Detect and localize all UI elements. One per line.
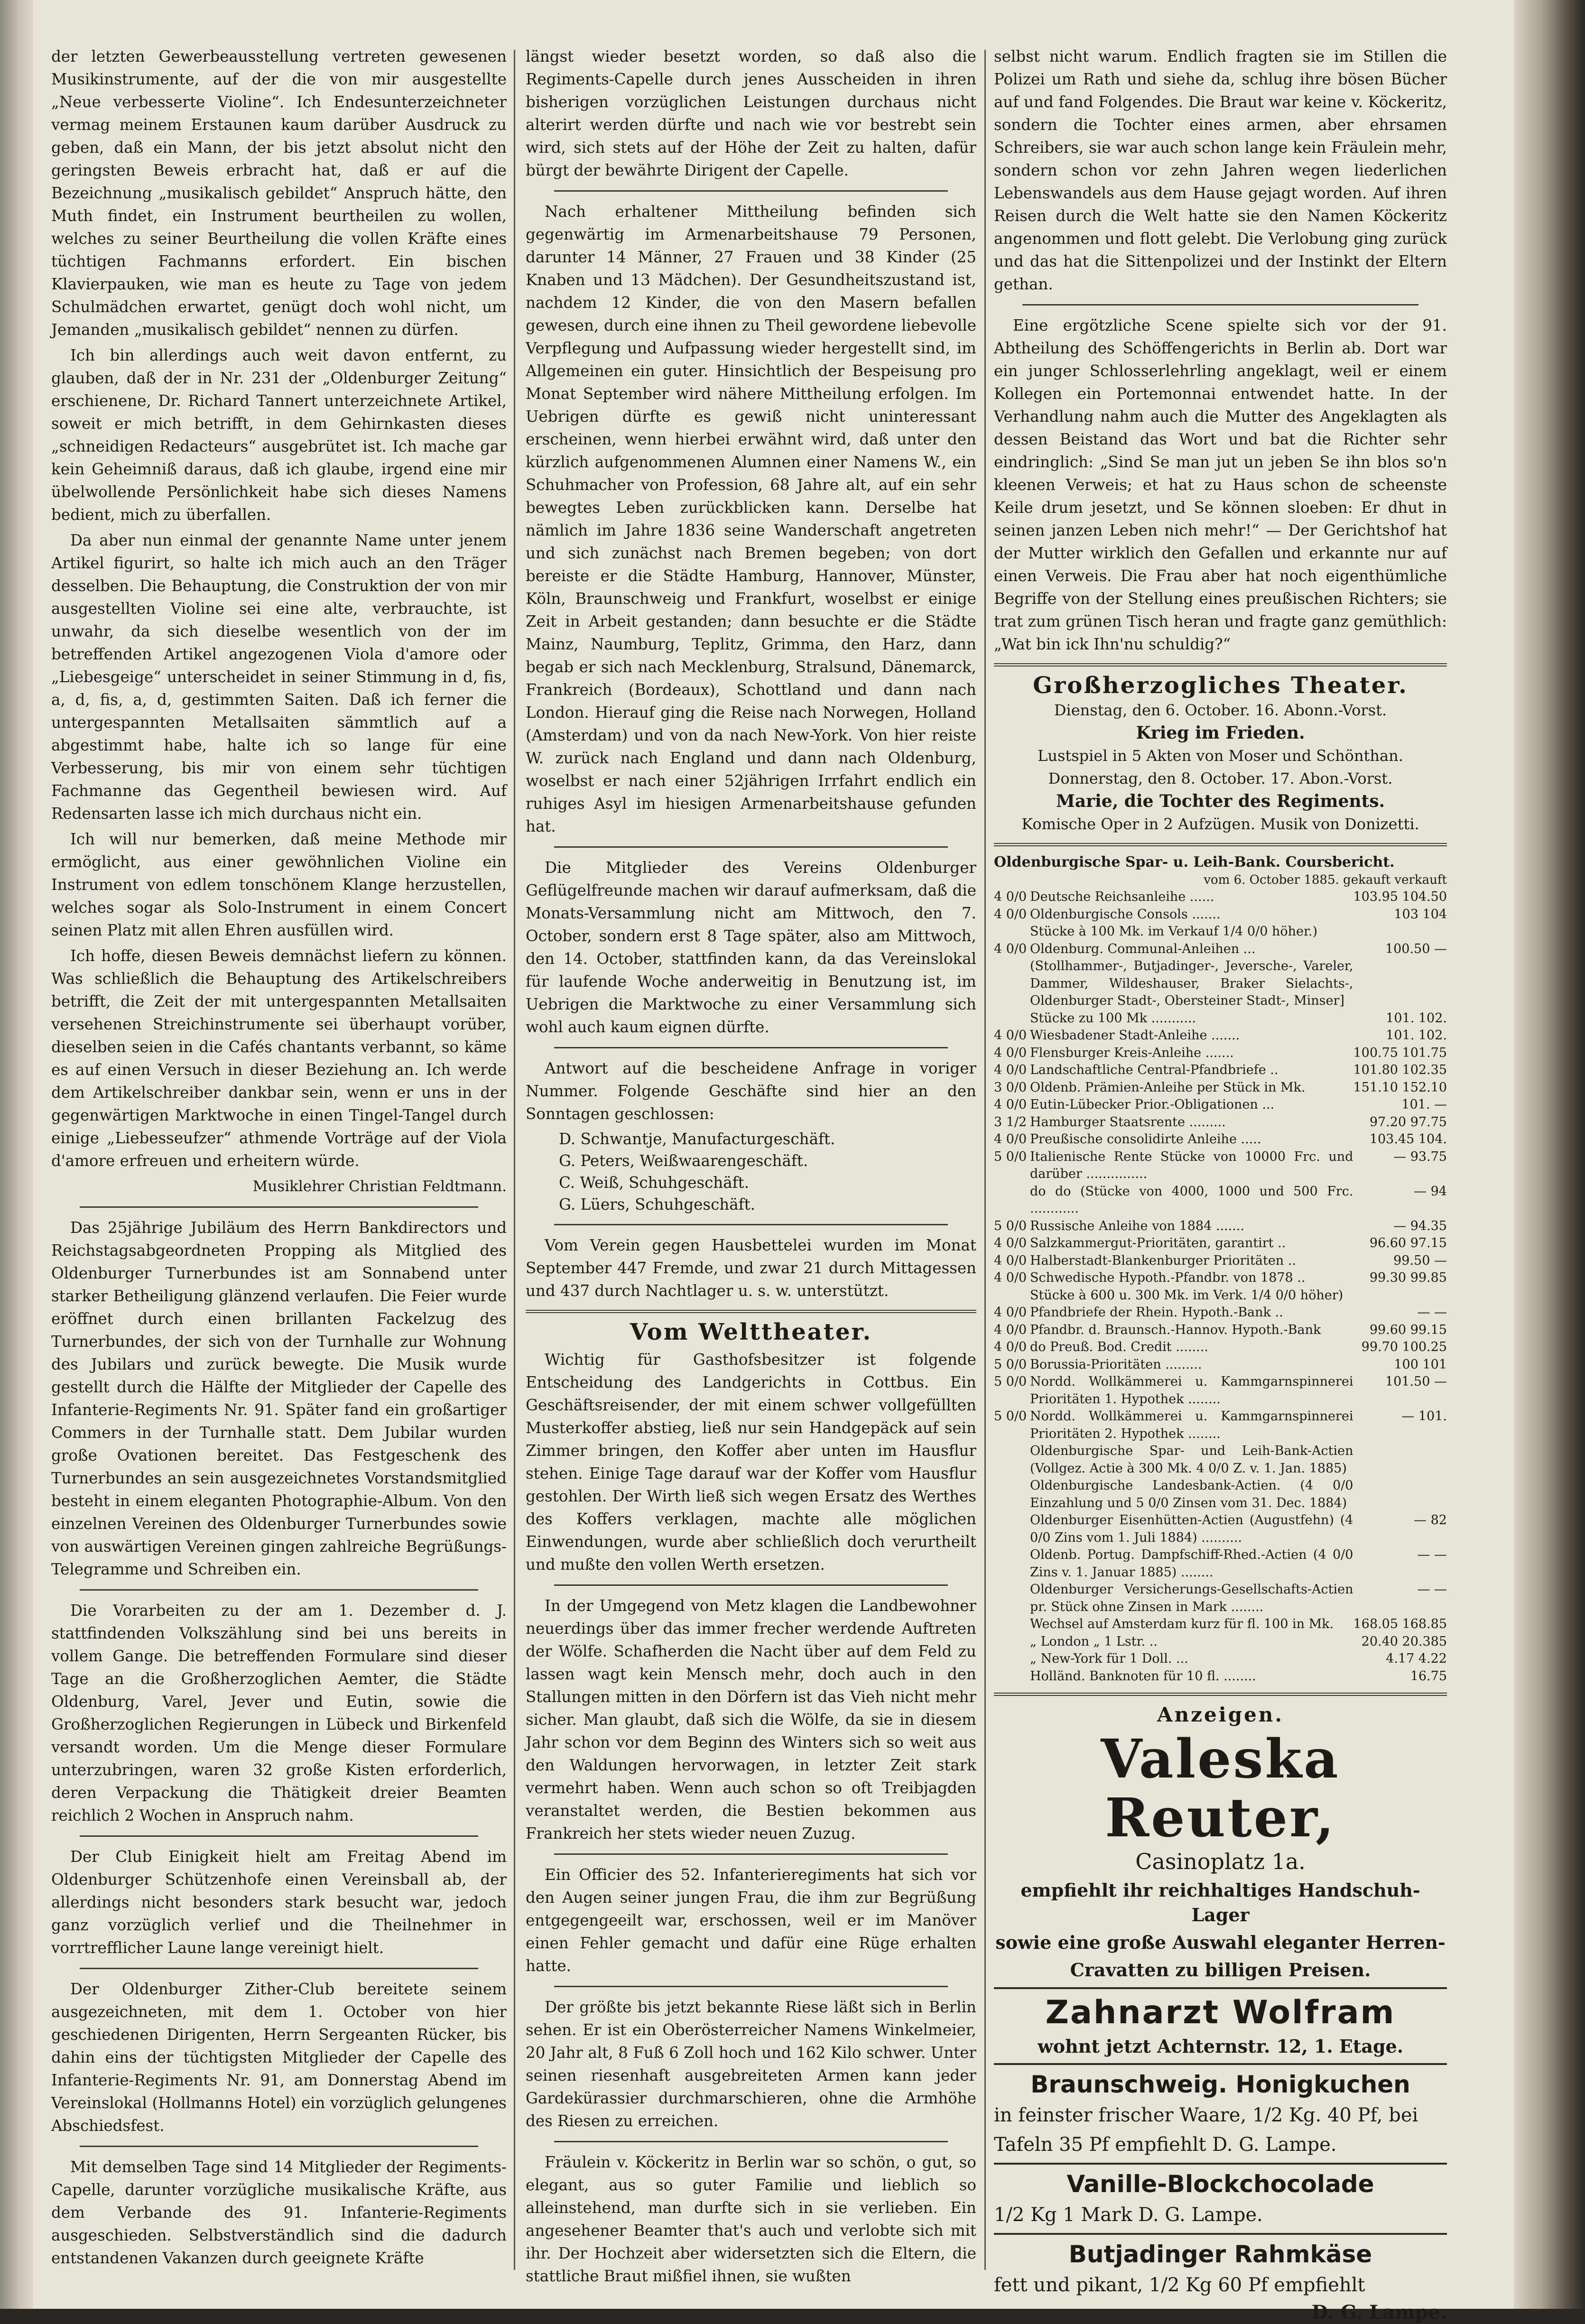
- rate-row: [994, 1408, 1447, 1443]
- section-rule: [526, 1310, 976, 1313]
- rate-label: Pfandbr. d. Braunsch.-Hannov. Hypoth.-Bank: [1030, 1322, 1321, 1337]
- rate-row: [994, 1252, 1447, 1270]
- article-paragraph: In der Umgegend von Metz klagen die Landbewohner neuerdings über das immer frecher werdende Auftreten der Wölfe. Schafherden die Nacht über auf dem Feld zu lassen wagt kein Mensch mehr, doch auch in den Stallungen mitten in den Dörfern ist das Vieh nicht mehr sicher. Man glaubt, daß sich die Wölfe, da sie in diesem Jahr schon vor dem Beginn des Winters sich so weit aus den Waldungen hervorwagen, in letzter Zeit stark vermehrt haben. Wenn auch schon so oft Treibjagden veranstaltet werden, die Bestien bekommen aus Frankreich her stets wieder neuen Zuzug.: [526, 1597, 976, 1843]
- rate-label: (Stollhammer-, Butjadinger-, Jeversche-, Vareler, Dammer, Wildeshauser, Braker Sielachts-, Oldenburger Stadt-, Obersteiner Stadt-, Minser]: [1030, 959, 1353, 1008]
- ads-heading: Anzeigen.: [1157, 1703, 1284, 1726]
- article-paragraph: selbst nicht warum. Endlich fragten sie im Stillen die Polizei um Rath und siehe da, schlug ihre bösen Bücher auf und fand Folgendes. Die Braut war keine v. Köckeritz, sondern die Tochter eines armen, aber ehrsamen Schreibers, sie war auch schon lange kein Fräulein mehr, sondern schon vor zehn Jahren wegen liederlichen Lebenswandels aus dem Hause gejagt worden. Auf ihren Reisen durch die Welt hatte sie den Namen Köckeritz angenommen und flott gelebt. Die Verlobung ging zurück und das hat die Sittenpolizei und der Instinkt der Eltern gethan.: [994, 47, 1447, 293]
- rate-vals: 99.70 100.25: [1361, 1340, 1447, 1354]
- article-paragraph: Vom Verein gegen Hausbettelei wurden im Monat September 447 Fremde, und zwar 21 durch Mittagessen und 437 durch Nachtlager u. s. w. unterstützt.: [526, 1236, 976, 1300]
- rate-pct: 4 0/0: [994, 1253, 1027, 1268]
- article-paragraph: Wichtig für Gasthofsbesitzer ist folgende Entscheidung des Landgerichts in Cottbus. Ein Geschäftsreisender, der mit einem schwer vollgefüllten Musterkoffer abstieg, ließ nur sein Handgepäck auf sein Zimmer bringen, den Koffer aber unten im Hausflur stehen. Einige Tage darauf war der Koffer vom Hausflur gestohlen. Der Wirth ließ sich wegen Ersatz des Werthes des Koffers verklagen, machte alle möglichen Einwendungen, wurde aber schließlich doch verurtheilt und mußte den vollen Werth ersetzen.: [526, 1351, 976, 1574]
- column-rule-2: [984, 50, 986, 2270]
- rate-pct: [994, 1633, 1027, 1651]
- article-signature: Musiklehrer Christian Feldtmann.: [252, 1178, 507, 1195]
- rate-label: Nordd. Wollkämmerei u. Kammgarnspinnerei Prioritäten 2. Hypothek ........: [1030, 1409, 1353, 1441]
- rate-vals: — —: [1417, 1582, 1447, 1597]
- rate-vals: 99.50 —: [1393, 1253, 1447, 1268]
- rate-pct: [994, 1010, 1027, 1028]
- rate-row: [994, 1512, 1447, 1546]
- rate-label: Oldenb. Portug. Dampfschiff-Rhed.-Actien (4 0/0 Zins v. 1. Januar 1885) ........: [1030, 1547, 1353, 1580]
- theatre-line: Komische Oper in 2 Aufzügen. Musik von Donizetti.: [1021, 815, 1419, 833]
- rate-row: [994, 1235, 1447, 1252]
- article-divider: [554, 2141, 948, 2142]
- rates-subheading: vom 6. October 1885. gekauft verkauft: [1204, 872, 1447, 887]
- article-paragraph: Ich will nur bemerken, daß meine Methode mir ermöglicht, aus einer gewöhnlichen Violine ein Instrument von edlem tonschönem Klange herzustellen, welches sogar als Solo-Instrument in einem Concert seinen Platz mit allen Ehren ausfüllen wird.: [51, 830, 507, 939]
- theatre-play: Marie, die Tochter des Regiments.: [1056, 791, 1385, 811]
- rate-pct: 4 0/0: [994, 889, 1027, 904]
- rate-pct: [994, 923, 1027, 941]
- rate-row: [994, 941, 1447, 958]
- rate-vals: — 94: [1414, 1184, 1447, 1199]
- rate-row: [994, 1304, 1447, 1322]
- rate-label: Italienische Rente Stücke von 10000 Frc. und darüber ...............: [1030, 1149, 1353, 1181]
- column-3: [994, 45, 1447, 2324]
- article-divider: [554, 1047, 948, 1048]
- article-paragraph: Ich hoffe, diesen Beweis demnächst liefern zu können. Was schließlich die Behauptung des Artikelschreibers betrifft, die Zeit der mit untergespannten Metallsaiten versehenen Streichinstrumente sei überhaupt vorüber, dieselben seien in die Cafés chantants verbannt, so käme es auf einen Versuch in dieser Beziehung an. Ich werde dem Artikelschreiber dankbar sein, wenn er uns in der gegenwärtigen Marktwoche in einen Tingel-Tangel durch einige „Liebesseufzer“ athmende Vorträge auf der Viola d'amore erfreuen und erheitern würde.: [51, 947, 507, 1170]
- rate-row: [994, 1045, 1447, 1062]
- article-divider: [80, 1206, 478, 1208]
- rate-row: [994, 1096, 1447, 1114]
- rate-vals: 16.75: [1410, 1668, 1447, 1684]
- rate-row: [994, 1079, 1447, 1097]
- ad-valeska-line: Cravatten zu billigen Preisen.: [1070, 1959, 1371, 1981]
- article-paragraph: Eine ergötzliche Scene spielte sich vor der 91. Abtheilung des Schöffengerichts in Berlin ab. Dort war ein junger Schlosserlehrling angeklagt, weil er einem Kollegen ein Portemonnai entwendet hatte. In der Verhandlung nahm auch die Mutter des Angeklagten als dessen Beistand das Wort und bat die Richter sehr eindringlich: „Sind Se man jut un jeben Se ihn blos so'n kleenen Verweis; et hat zu Haus schon de scheenste Keile drum jesetzt, und Se können sloeben: Er dhut in seinen janzen Leben nich mehr!“ — Der Gerichtshof hat der Mutter wirklich den Gefallen und erkannte nur auf einen Verweis. Die Frau aber hat noch eigenthümliche Begriffe von der Stellung eines preußischen Richters; sie trat zum grünen Tisch heran und fragte ganz gemüthlich: „Wat bin ick Ihn'nu schuldig?“: [994, 316, 1447, 653]
- rate-label: Holländ. Banknoten für 10 fl. ........: [1030, 1668, 1256, 1684]
- rate-pct: [994, 958, 1027, 1010]
- rate-row: [994, 1062, 1447, 1079]
- rate-pct: 5 0/0: [994, 1149, 1027, 1164]
- rate-pct: [994, 1546, 1027, 1581]
- rate-row: [994, 1477, 1447, 1512]
- article-paragraph: Antwort auf die bescheidene Anfrage in voriger Nummer. Folgende Geschäfte sind hier an den Sonntagen geschlossen:: [526, 1059, 976, 1123]
- rate-vals: — —: [1417, 1305, 1447, 1320]
- rate-label: Borussia-Prioritäten .........: [1030, 1357, 1202, 1372]
- rate-label: Schwedische Hypoth.-Pfandbr. von 1878 ..: [1030, 1270, 1306, 1285]
- shop-list: [559, 1128, 976, 1215]
- rate-row: [994, 1633, 1447, 1651]
- rate-vals: — —: [1417, 1547, 1447, 1562]
- article-paragraph: Der Oldenburger Zither-Club bereitete seinem ausgezeichneten, mit dem 1. October von hier geschiedenen Dirigenten, Herrn Sergeanten Rücker, bis dahin eins der tüchtigsten Mitglieder der Capelle des Infanterie-Regiments Nr. 91, am Donnerstag Abend im Vereinslokal (Hollmanns Hotel) ein vorzüglich gelungenes Abschiedsfest.: [51, 1980, 507, 2135]
- list-item: D. Schwantje, Manufacturgeschäft.: [559, 1130, 835, 1148]
- rate-pct: [994, 1443, 1027, 1477]
- rate-label: Nordd. Wollkämmerei u. Kammgarnspinnerei Prioritäten 1. Hypothek ........: [1030, 1374, 1353, 1407]
- rate-pct: 4 0/0: [994, 1340, 1027, 1354]
- list-item: G. Lüers, Schuhgeschäft.: [559, 1195, 755, 1213]
- article-divider: [554, 190, 948, 192]
- ad-dentist-name: Zahnarzt Wolfram: [1045, 1994, 1396, 2031]
- theatre-line: Donnerstag, den 8. October. 17. Abon.-Vorst.: [1048, 769, 1393, 787]
- ad-divider: [994, 2063, 1447, 2065]
- rate-pct: 4 0/0: [994, 1063, 1027, 1077]
- rates-heading: Oldenburgische Spar- u. Leih-Bank. Coursbericht.: [994, 854, 1395, 870]
- article-divider: [554, 1584, 948, 1586]
- rate-vals: 100.75 101.75: [1353, 1045, 1447, 1060]
- rate-label: Oldenb. Prämien-Anleihe per Stück in Mk.: [1030, 1080, 1306, 1095]
- rate-row: [994, 1027, 1447, 1045]
- article-divider: [80, 1589, 478, 1591]
- rate-pct: [994, 1668, 1027, 1685]
- rate-row: [994, 1114, 1447, 1131]
- rate-row: [994, 1322, 1447, 1339]
- rate-label: Oldenburgische Landesbank-Actien. (4 0/0 Einzahlung und 5 0/0 Zinsen vom 31. Dec. 1884): [1030, 1478, 1353, 1510]
- rate-label: „ London „ 1 Lstr. ..: [1030, 1634, 1158, 1649]
- column-2: [526, 45, 976, 2285]
- column-1: [51, 45, 507, 2270]
- article-paragraph: Die Mitglieder des Vereins Oldenburger Geflügelfreunde machen wir darauf aufmerksam, daß die Monats-Versammlung nicht am Mittwoch, den 7. October, sondern erst 8 Tage später, also am Mittwoch, den 14. October, stattfinden kann, da das Vereinslokal für laufende Woche anderweitig in Benutzung ist, im Uebrigen die Marktwoche zu einer Versammlung sich wohl auch kaum eignen dürfte.: [526, 859, 976, 1036]
- rate-pct: [994, 1287, 1027, 1305]
- rate-pct: 4 0/0: [994, 1097, 1027, 1112]
- rate-vals: 103.45 104.: [1369, 1132, 1447, 1147]
- rate-row: [994, 1668, 1447, 1685]
- rate-row: [994, 1148, 1447, 1183]
- section-rule: [994, 843, 1447, 846]
- article-paragraph: Fräulein v. Köckeritz in Berlin war so schön, o gut, so elegant, aus so guter Familie und lieblich so alleinstehend, man durfte sich in sie verlieben. Ein angesehener Beamter that's auch und verlobte sich mit ihr. Der Hochzeit aber widersetzten sich die Eltern, die stattliche Braut mißfiel ihnen, sie wußten: [526, 2153, 976, 2285]
- rate-vals: — 93.75: [1393, 1149, 1447, 1164]
- section-heading: Vom Welttheater.: [630, 1319, 872, 1345]
- theatre-title: Großherzogliches Theater.: [1033, 672, 1408, 699]
- rate-vals: 97.20 97.75: [1369, 1114, 1447, 1130]
- rate-row: [994, 1546, 1447, 1581]
- rate-row: [994, 1339, 1447, 1356]
- article-paragraph: Mit demselben Tage sind 14 Mitglieder der Regiments-Capelle, darunter vorzügliche musikalische Kräfte, aus dem Verbande des 91. Infanterie-Regiments ausgeschieden. Selbstverständlich sind die dadurch entstandenen Vakanzen durch geeignete Kräfte: [51, 2158, 507, 2267]
- rate-vals: 100 101: [1394, 1357, 1447, 1372]
- section-rule: [994, 1693, 1447, 1696]
- theatre-line: Lustspiel in 5 Akten von Moser und Schönthan.: [1038, 747, 1403, 765]
- section-rule: [994, 663, 1447, 667]
- theatre-play: Krieg im Frieden.: [1136, 723, 1305, 743]
- article-divider: [554, 1224, 948, 1225]
- article-paragraph: Die Vorarbeiten zu der am 1. Dezember d. J. stattfindenden Volkszählung sind bei uns bereits in vollem Gange. Die betreffenden Formulare sind dieser Tage an die Großherzoglichen Aemter, die Städte Oldenburg, Varel, Jever und Eutin, sowie die Großherzoglichen Regierungen in Lübeck und Birkenfeld versandt worden. Um die Menge dieser Formulare unterzubringen, waren 32 große Kisten erforderlich, deren Verpackung die Thätigkeit dreier Beamten reichlich 2 Wochen in Anspruch nahm.: [51, 1602, 507, 1824]
- rate-row: [994, 1010, 1447, 1028]
- rates-table: [994, 889, 1447, 1685]
- rate-label: Oldenburger Eisenhütten-Actien (Augustfehn) (4 0/0 Zins vom 1. Juli 1884) ..........: [1030, 1513, 1353, 1545]
- ad-cheese-line: fett und pikant, 1/2 Kg 60 Pf empfiehlt: [994, 2274, 1365, 2296]
- rate-vals: — 94.35: [1393, 1218, 1447, 1233]
- rate-row: [994, 1581, 1447, 1616]
- ad-valeska-address: Casinoplatz 1a.: [1135, 1849, 1306, 1874]
- ad-divider: [994, 1987, 1447, 1989]
- ad-valeska-line: empfiehlt ihr reichhaltiges Handschuh-Lager: [1020, 1880, 1420, 1926]
- rate-vals: 101. —: [1401, 1097, 1447, 1112]
- article-divider: [80, 1968, 478, 1969]
- column-3-articles: [994, 45, 1447, 656]
- article-divider: [1022, 304, 1418, 306]
- rate-pct: [994, 1650, 1027, 1668]
- rate-pct: 4 0/0: [994, 1236, 1027, 1250]
- rate-vals: — 101.: [1401, 1409, 1447, 1424]
- rate-row: [994, 1131, 1447, 1148]
- rate-vals: 151.10 152.10: [1353, 1080, 1447, 1095]
- rate-label: Flensburger Kreis-Anleihe .......: [1030, 1045, 1234, 1060]
- rate-pct: 4 0/0: [994, 1305, 1027, 1320]
- article-paragraph: Ich bin allerdings auch weit davon entfernt, zu glauben, daß der in Nr. 231 der „Oldenburger Zeitung“ erschienene, Dr. Richard Tannert unterzeichnete Artikel, soweit er mich betrifft, in dem Gehirnkasten dieses „schneidigen Redacteurs“ ausgebrütet ist. Ich mache gar kein Geheimniß daraus, daß ich glaube, irgend eine mir übelwollende Persönlichkeit habe sich dieses Namens bedient, mich zu überfallen.: [51, 346, 507, 524]
- rate-vals: 103 104: [1394, 907, 1447, 922]
- article-paragraph: Nach erhaltener Mittheilung befinden sich gegenwärtig im Armenarbeitshause 79 Personen, darunter 14 Männer, 27 Frauen und 38 Kinder (25 Knaben und 13 Mädchen). Der Gesundheitszustand ist, nachdem 12 Kinder, die von den Masern befallen gewesen, durch eine ihnen zu Theil gewordene liebevolle Verpflegung und Aufpassung wieder hergestellt sind, im Allgemeinen ein guter. Hinsichtlich der Bespeisung pro Monat September wird nähere Mittheilung erfolgen. Im Uebrigen dürfte es gewiß nicht uninteressant erscheinen, wenn hierbei erwähnt wird, daß unter den kürzlich aufgenommenen Alumnen einer Namens W., ein Schuhmacher von Profession, 68 Jahre alt, auf ein sehr bewegtes Leben zurückblicken kann. Derselbe hat nämlich im Jahre 1836 seine Wanderschaft angetreten und sich zunächst nach Bremen begeben; von dort bereiste er die Städte Hamburg, Hannover, Münster, Köln, Braunschweig und Frankfurt, woselbst er einige Zeit in Arbeit gestanden; dann besuchte er die Städte Mainz, Naumburg, Teplitz, Grimma, den Harz, dann begab er sich nach Mecklenburg, Stralsund, Dänemarck, Frankreich (Bordeaux), Schottland und dann nach London. Hierauf ging die Reise nach Norwegen, Holland (Amsterdam) und von da nach New-York. Von hier reiste W. zurück nach England und dann nach Oldenburg, woselbst er nach einer 52jährigen Irrfahrt endlich ein ruhiges Asyl im hiesigen Armenarbeitshause gefunden hat.: [526, 203, 976, 835]
- rate-vals: 103.95 104.50: [1353, 889, 1447, 904]
- rate-vals: 101.80 102.35: [1353, 1063, 1447, 1077]
- rate-pct: 5 0/0: [994, 1218, 1027, 1233]
- ad-chocolate-line: 1/2 Kg 1 Mark D. G. Lampe.: [994, 2204, 1263, 2226]
- rate-vals: [1353, 958, 1447, 1010]
- page-binding: [0, 0, 33, 2309]
- rate-label: Stücke zu 100 Mk ...........: [1030, 1010, 1196, 1026]
- rate-vals: 96.60 97.15: [1369, 1236, 1447, 1250]
- article-divider: [554, 1853, 948, 1855]
- rate-label: Halberstadt-Blankenburger Prioritäten ..: [1030, 1253, 1296, 1268]
- rate-pct: 4 0/0: [994, 1322, 1027, 1337]
- article-paragraph: Der größte bis jetzt bekannte Riese läßt sich in Berlin sehen. Er ist ein Oberösterreicher Namens Winkelmeier, 20 Jahr alt, 8 Fuß 6 Zoll hoch und 162 Kilo schwer. Unter seinen riesenhaft ausgebreiteten Armen kann jeder Gardekürassier durchmarschieren, ohne die Armhöhe des Riesen zu erreichen.: [526, 1998, 976, 2130]
- article-divider: [554, 846, 948, 848]
- ad-honigkuchen-title: Braunschweig. Honigkuchen: [1030, 2071, 1410, 2098]
- list-item: C. Weiß, Schuhgeschäft.: [559, 1174, 750, 1192]
- rate-vals: 20.40 20.385: [1361, 1634, 1447, 1649]
- rate-row: [994, 1616, 1447, 1633]
- article-divider: [80, 2146, 478, 2147]
- rate-row: [994, 1287, 1447, 1305]
- rate-label: Oldenburger Versicherungs-Gesellschafts-Actien pr. Stück ohne Zinsen in Mark ........: [1030, 1582, 1353, 1614]
- rate-row: [994, 1650, 1447, 1668]
- rate-vals: [1353, 1287, 1447, 1305]
- ad-valeska-line: sowie eine große Auswahl eleganter Herren-: [995, 1932, 1446, 1953]
- rate-row: [994, 923, 1447, 941]
- rate-label: Eutin-Lübecker Prior.-Obligationen ...: [1030, 1097, 1275, 1112]
- rate-label: Hamburger Staatsrente .........: [1030, 1114, 1226, 1130]
- ad-cheese-signature: D. G. Lampe.: [1311, 2301, 1447, 2324]
- rate-vals: 100.50 —: [1385, 941, 1447, 956]
- rate-pct: [994, 1616, 1027, 1633]
- rate-row: [994, 1373, 1447, 1408]
- article-paragraph: Ein Officier des 52. Infanterieregiments hat sich vor den Augen seiner jungen Frau, die ihm zur Begrüßung entgegengeeilt war, erschossen, weil er im Manöver einen Fehler gemacht und dafür eine Rüge erhalten hatte.: [526, 1866, 976, 1975]
- rate-vals: [1353, 923, 1447, 941]
- rate-pct: 3 1/2: [994, 1114, 1027, 1130]
- rate-label: Preußische consolidirte Anleihe .....: [1030, 1132, 1261, 1147]
- rate-pct: [994, 1183, 1027, 1218]
- ad-chocolate-title: Vanille-Blockchocolade: [1066, 2170, 1374, 2198]
- rate-pct: 4 0/0: [994, 1270, 1027, 1285]
- article-paragraph: Da aber nun einmal der genannte Name unter jenem Artikel figurirt, so halte ich mich auch an den Träger desselben. Die Behauptung, die Construktion der von mir ausgestellten Violine sei eine alte, verbrauchte, ist unwahr, da sich dieselbe wesentlich von der im betreffenden Artikel angezogenen Viola d'amore oder „Liebesgeige“ unterscheidet in seiner Stimmung in d, fis, a, d, fis, a, d, gestimmten Saiten. Daß ich ferner die untergespannten Metallsaiten sämmtlich auf a abgestimmt habe, halte ich so lange für eine Verbesserung, bis mir von einem sehr tüchtigen Fachmanne das Gegentheil bewiesen wird. Auf Redensarten lasse ich mich durchaus nicht ein.: [51, 531, 507, 823]
- rate-pct: 5 0/0: [994, 1374, 1027, 1389]
- rate-label: Salzkammergut-Prioritäten, garantirt ..: [1030, 1236, 1286, 1250]
- rate-vals: 101. 102.: [1386, 1028, 1447, 1043]
- rate-pct: 3 0/0: [994, 1080, 1027, 1095]
- rate-label: „ New-York für 1 Doll. ...: [1030, 1651, 1188, 1666]
- rate-row: [994, 1218, 1447, 1235]
- ad-valeska-name: Valeska Reuter,: [1101, 1728, 1340, 1849]
- ad-cheese-title: Butjadinger Rahmkäse: [1068, 2241, 1372, 2268]
- rate-pct: 5 0/0: [994, 1357, 1027, 1372]
- rate-pct: [994, 1581, 1027, 1616]
- article-paragraph: längst wieder besetzt worden, so daß also die Regiments-Capelle durch jenes Ausscheiden in ihren bisherigen vorzüglichen Leistungen durchaus nicht alterirt werden dürfte und nach wie vor bestrebt sein wird, sich stets auf der Höhe der Zeit zu halten, dafür bürgt der bewährte Dirigent der Capelle.: [526, 47, 976, 179]
- rate-label: Wechsel auf Amsterdam kurz für fl. 100 in Mk.: [1030, 1617, 1334, 1631]
- article-divider: [80, 1835, 478, 1837]
- theatre-line: Dienstag, den 6. October. 16. Abonn.-Vorst.: [1054, 701, 1387, 719]
- rate-vals: 4.17 4.22: [1386, 1651, 1447, 1666]
- rate-row: [994, 889, 1447, 906]
- article-paragraph: Der Club Einigkeit hielt am Freitag Abend im Oldenburger Schützenhofe einen Vereinsball ab, der allerdings nicht besonders stark besucht war, jedoch ganz vorzüglich verlief und die Theilnehmer in vorrtrefflicher Laune lange vereinigt hielt.: [51, 1848, 507, 1957]
- ad-dentist-address: wohnt jetzt Achternstr. 12, 1. Etage.: [1038, 2036, 1403, 2057]
- rate-pct: 4 0/0: [994, 941, 1027, 956]
- rate-label: Oldenburgische Consols .......: [1030, 907, 1221, 922]
- rate-pct: 4 0/0: [994, 907, 1027, 922]
- rate-pct: 4 0/0: [994, 1045, 1027, 1060]
- ad-honigkuchen-line: in feinster frischer Waare, 1/2 Kg. 40 Pf, bei: [994, 2104, 1418, 2126]
- rate-vals: 101. 102.: [1386, 1010, 1447, 1026]
- advertisements: [994, 1704, 1447, 2324]
- rate-pct: 5 0/0: [994, 1409, 1027, 1424]
- rate-row: [994, 906, 1447, 924]
- ad-divider: [994, 2163, 1447, 2165]
- rate-vals: 99.60 99.15: [1369, 1322, 1447, 1337]
- rate-vals: 99.30 99.85: [1369, 1270, 1447, 1285]
- rate-label: Russische Anleihe von 1884 .......: [1030, 1218, 1244, 1233]
- ad-honigkuchen-line: Tafeln 35 Pf empfiehlt D. G. Lampe.: [994, 2134, 1337, 2156]
- rate-vals: [1353, 1443, 1447, 1477]
- list-item: G. Peters, Weißwaarengeschäft.: [559, 1152, 808, 1170]
- rate-label: Stücke à 100 Mk. im Verkauf 1/4 0/0 höher.): [1030, 924, 1318, 939]
- theatre-announcement: [994, 674, 1447, 835]
- rate-label: do Preuß. Bod. Credit ........: [1030, 1340, 1208, 1354]
- rate-pct: 4 0/0: [994, 1132, 1027, 1147]
- article-paragraph: der letzten Gewerbeausstellung vertreten gewesenen Musikinstrumente, auf der die von mir ausgestellte „Neue verbesserte Violine“. Ich Endesunterzeichneter vermag meinem Erstaunen kaum darüber Ausdruck zu geben, daß ein Mann, der bis jetzt absolut nicht den geringsten Beweis erbracht hat, daß er auf die Bezeichnung „musikalisch gebildet“ Anspruch hätte, den Muth findet, ein Instrument beurtheilen zu wollen, welches zu seiner Beurtheilung die vollen Kräfte eines tüchtigen Fachmanns erfordert. Ein bischen Klavierpauken, wie man es heute zu Tage von jedem Schulmädchen erwartet, genügt doch wohl nicht, um Jemanden „musikalisch gebildet“ nennen zu dürfen.: [51, 47, 507, 339]
- rate-label: Landschaftliche Central-Pfandbriefe ..: [1030, 1063, 1279, 1077]
- rate-vals: 101.50 —: [1385, 1374, 1447, 1389]
- rate-vals: — 82: [1414, 1513, 1447, 1528]
- article-paragraph: Das 25jährige Jubiläum des Herrn Bankdirectors und Reichstagsabgeordneten Propping als Mitglied des Oldenburger Turnerbundes ist am Sonnabend unter starker Betheiligung glänzend verlaufen. Die Feier wurde eröffnet durch einen brillanten Fackelzug des Turnerbundes, der sich von der Turnhalle zur Wohnung des Jubilars und zurück bewegte. Die Musik wurde gestellt durch die Hälfte der Mitglieder der Capelle des Infanterie-Regiments Nr. 91. Später fand ein großartiger Commers in der Turnhalle statt. Dem Jubilar wurden große Ovationen bereitet. Das Festgeschenk des Turnerbundes an sein ausgezeichnetes Vorstandsmitglied besteht in einem eleganten Photographie-Album. Von den einzelnen Vereinen des Oldenburger Turnerbundes sowie von auswärtigen Vereinen gingen zahlreiche Begrüßungs-Telegramme und Schreiben ein.: [51, 1219, 507, 1578]
- rate-row: [994, 1443, 1447, 1477]
- page-edge: [1514, 0, 1585, 2309]
- exchange-rates: [994, 854, 1447, 1685]
- article-divider: [554, 1986, 948, 1987]
- rate-label: Wiesbadener Stadt-Anleihe .......: [1030, 1028, 1240, 1043]
- column-rule-1: [514, 50, 515, 2270]
- rate-row: [994, 958, 1447, 1010]
- rate-pct: [994, 1512, 1027, 1546]
- rate-label: Pfandbriefe der Rhein. Hypoth.-Bank ..: [1030, 1305, 1283, 1320]
- rate-row: [994, 1183, 1447, 1218]
- rate-label: Deutsche Reichsanleihe ......: [1030, 889, 1214, 904]
- rate-pct: 4 0/0: [994, 1028, 1027, 1043]
- rate-label: Stücke à 600 u. 300 Mk. im Verk. 1/4 0/0 höher): [1030, 1287, 1344, 1303]
- rate-vals: 168.05 168.85: [1353, 1617, 1447, 1631]
- rate-label: do do (Stücke von 4000, 1000 und 500 Frc. ............: [1030, 1184, 1353, 1216]
- rate-row: [994, 1269, 1447, 1287]
- ad-divider: [994, 2233, 1447, 2235]
- rate-row: [994, 1356, 1447, 1374]
- rate-label: Oldenburg. Communal-Anleihen ...: [1030, 941, 1256, 956]
- rate-label: Oldenburgische Spar- und Leih-Bank-Actien (Vollgez. Actie à 300 Mk. 4 0/0 Z. v. 1. Jan. 1885): [1030, 1444, 1353, 1476]
- rate-pct: [994, 1477, 1027, 1512]
- rate-vals: [1353, 1477, 1447, 1512]
